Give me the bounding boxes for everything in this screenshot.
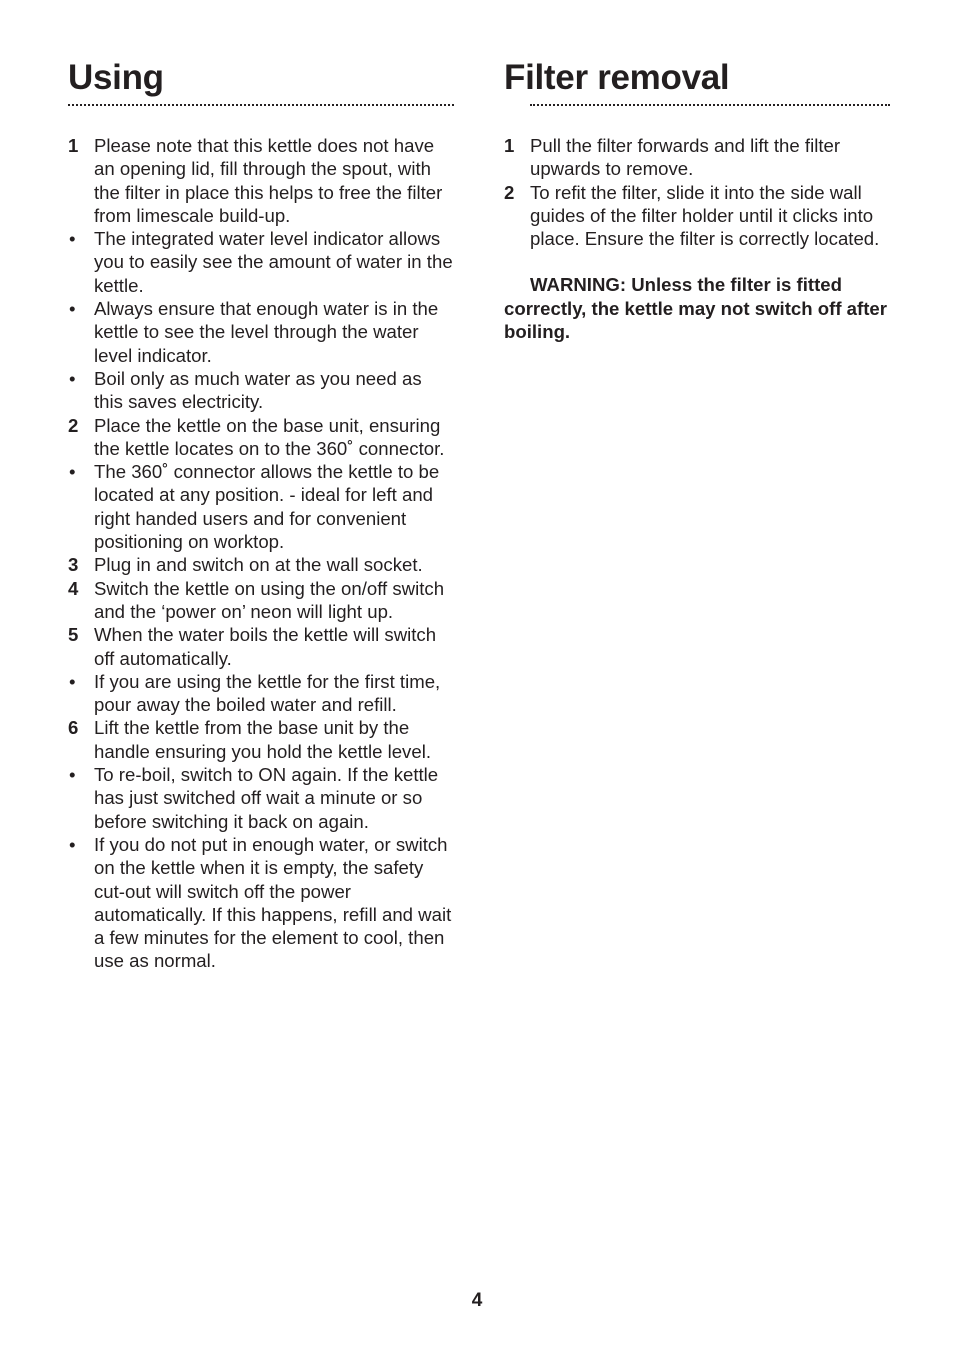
bullet-icon: • [69,764,76,786]
list-item [68,833,454,973]
item-text: If you do not put in enough water, or switch on the kettle when it is empty, the safety cut-out will switch off the power automatically. If this happens, refill and wait a few minutes for the element to cool, then use as normal. [94,833,452,972]
list-item [68,134,454,227]
item-text: If you are using the kettle for the first time, pour away the boiled water and refill. [94,670,441,716]
item-text: Boil only as much water as you need as this saves electricity. [94,367,422,413]
item-text: The integrated water level indicator allows you to easily see the amount of water in the kettle. [94,228,453,296]
step-number: 2 [504,181,515,203]
item-text: Switch the kettle on using the on/off switch and the ‘power on’ neon will light up. [94,577,445,622]
list-item [68,577,454,624]
step-number: 6 [68,717,79,739]
step-number: 4 [68,577,79,599]
using-heading-divider [68,104,454,106]
filter-removal-heading: Filter removal [504,58,730,97]
using-heading: Using [68,58,164,97]
bullet-icon: • [69,833,76,855]
using-section [68,58,454,973]
bullet-icon: • [69,298,76,320]
list-item [68,367,454,414]
warning-note: WARNING: Unless the filter is fitted correctly, the kettle may not switch off after boiling. [504,274,887,343]
item-text: Lift the kettle from the base unit by the handle ensuring you hold the kettle level. [94,717,431,762]
step-number: 3 [68,554,79,576]
bullet-icon: • [69,461,76,483]
item-text: The 360˚ connector allows the kettle to be located at any position. - ideal for left and right handed users and for convenient positioning on worktop. [94,461,440,553]
bullet-icon: • [69,670,76,692]
item-text: To re-boil, switch to ON again. If the kettle has just switched off wait a minute or so before switching it back on again. [94,764,439,832]
item-text: To refit the filter, slide it into the side wall guides of the filter holder until it clicks into place. Ensure the filter is correctly located. [530,181,880,250]
filter-removal-heading-divider [530,104,890,106]
item-text: Please note that this kettle does not have an opening lid, fill through the spout, with the filter in place this helps to free the filter from limescale build-up. [94,135,443,226]
list-item [68,716,454,763]
list-item [504,181,894,251]
list-item [68,227,454,297]
list-item [68,460,454,553]
item-text: Place the kettle on the base unit, ensuring the kettle locates on to the 360˚ connector. [94,414,445,459]
list-item [68,414,454,461]
list-item [68,553,454,576]
list-item [504,134,894,181]
list-item [68,763,454,833]
bullet-icon: • [69,228,76,250]
list-item [68,670,454,717]
step-number: 1 [68,135,79,156]
page-number: 4 [471,1290,483,1311]
step-number: 5 [68,624,79,646]
using-instructions-list [68,134,454,973]
step-number: 2 [68,414,79,436]
item-text: Pull the filter forwards and lift the filter upwards to remove. [530,135,841,180]
step-number: 1 [504,135,515,156]
bullet-icon: • [69,367,76,389]
filter-removal-steps-list [504,134,894,250]
item-text: Plug in and switch on at the wall socket. [94,554,423,576]
list-item [68,623,454,670]
list-item [68,297,454,367]
item-text: Always ensure that enough water is in the kettle to see the level through the water level indicator. [94,298,439,366]
item-text: When the water boils the kettle will switch off automatically. [94,624,437,669]
filter-removal-section [504,58,894,362]
